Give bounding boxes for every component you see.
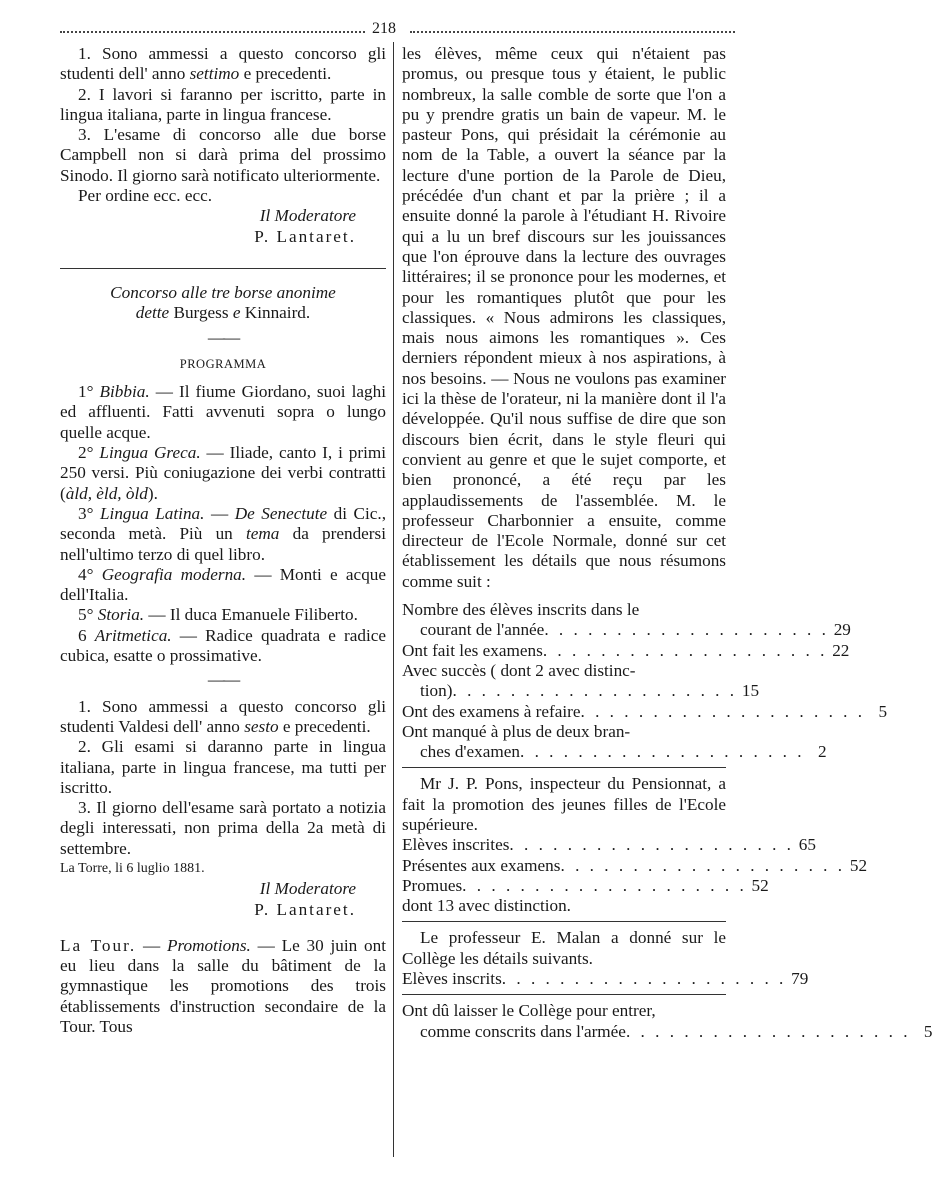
divider-dash-2: ——	[207, 670, 239, 690]
concorso-title-line2: dette Burgess e Kinnaird.	[135, 303, 311, 323]
stat-row: Promues . . . . . . . . . . . . . . . . . . . . 52	[402, 875, 769, 895]
moderator-title-2: Il Moderatore	[259, 879, 356, 899]
stats-rule-2	[402, 921, 726, 922]
stat-row: Elèves inscrits . . . . . . . . . . . . . . . . . . . . 79	[402, 969, 809, 989]
program-item-1: 1° Bibbia. — Il fiume Giordano, suoi laghi ed affluenti. Fatti avvenuti sopra o lungo quelle acque.	[60, 382, 386, 442]
program-item-3: 3° Lingua Latina. — De Senectute di Cic., seconda metà. Più un tema da prendersi nell'ultimo terzo di quel libro.	[60, 503, 386, 564]
left-column	[60, 44, 386, 1037]
page-header	[60, 16, 735, 42]
latour-paragraph: La Tour. — Promotions. — Le 30 juin ont eu lieu dans la salle du bâtiment de la gymnastique les promotions des trois établissements d'instruction secondaire de la Tour. Tous	[60, 935, 386, 1037]
program-item-5: 5° Storia. — Il duca Emanuele Filiberto.	[78, 605, 358, 625]
moderator-name: P. Lantaret.	[254, 226, 356, 246]
section-rule	[60, 268, 386, 269]
report-paragraph: les élèves, même ceux qui n'étaient pas promus, ou presque tous y étaient, le public nombreux, la salle comble de sorte que l'on a pu y prendre gratis un bain de vapeur. M. le pasteur Pons, qui présidait la cérémonie au nom de la Table, a ouvert la séance par la lecture d'une portion de la Parole de Dieu, précédée d'un chant et par la prière ; il a ensuite donné la parole à l'étudiant H. Rivoire qui a lu un bref discours sur les jouissances que l'on éprouve dans la lecture des ouvrages littéraires; il se prononce pour les modernes, et pour les romantiques plutôt que pour les classiques. « Nous admirons les classiques, mais nous aimons les romantiques ». Ces derniers répondent mieux à nos aspirations, à nos besoins. — Nous ne voulons pas examiner ici la thèse de l'orateur, ni la manière dont il l'a développée. Qu'il nous suffise de dire que son discours bien écrit, dans le style fleuri qui convient au genre et que le sujet comporte, et bien prononcé, a été reçu par les applaudissements de l'assemblée. M. le professeur Charbonnier a ensuite, comme directeur de l'Ecole Normale, donné sur cet établissement les détails que nous résumons comme suit :	[402, 44, 726, 591]
stat-row: Ont fait les examens . . . . . . . . . . . . . . . . . . . . 22	[402, 640, 850, 660]
concorso-title-line1: Concorso alle tre borse anonime	[110, 282, 336, 302]
stats-ecole-normale	[402, 600, 888, 762]
program-item-6: 6 Aritmetica. — Radice quadrata e radice cubica, esatte o prossimative.	[60, 625, 387, 666]
header-rule-right	[410, 31, 735, 33]
rule-3: 3. L'esame di concorso alle due borse Campbell non si darà prima del prossimo Sinodo. Il giorno sarà notificato ulteriormente.	[60, 125, 386, 185]
rule-2: 2. I lavori si faranno per iscritto, parte in lingua italiana, parte in lingua francese.	[60, 84, 386, 124]
stats-rule	[402, 767, 726, 768]
header-rule-left	[60, 31, 365, 33]
stat-row: Ont manqué à plus de deux bran- ches d'examen . . . . . . . . . . . . . . . . . . . . 2	[402, 721, 827, 762]
stats-rule-3	[402, 994, 726, 995]
page-number: 218	[372, 20, 396, 37]
programma-heading: PROGRAMMA	[179, 356, 267, 371]
stat-row: Ont dû laisser le Collège pour entrer, comme conscrits dans l'armée . . . . . . . . . . . . . . . . . . . . 5	[402, 1001, 933, 1041]
closing-line: Per ordine ecc. ecc.	[78, 186, 213, 206]
stat-note: dont 13 avec distinction.	[402, 896, 571, 916]
rule2-3: 3. Il giorno dell'esame sarà portato a notizia degli interessati, non prima della 2a metà di settembre.	[60, 798, 386, 858]
stat-row: Présentes aux examens . . . . . . . . . . . . . . . . . . . . 52	[402, 855, 868, 875]
stat-row: Elèves inscrites . . . . . . . . . . . . . . . . . . . . 65	[402, 835, 816, 855]
rule2-1: 1. Sono ammessi a questo concorso gli studenti Valdesi dell' anno sesto e precedenti.	[60, 696, 386, 736]
stat-row: Avec succès ( dont 2 avec distinc- tion) . . . . . . . . . . . . . . . . . . . . 15	[402, 660, 760, 701]
stats-pensionnat	[402, 835, 868, 916]
pensionnat-paragraph: Mr J. P. Pons, inspecteur du Pensionnat, a fait la promotion des jeunes filles de l'Ecole supérieure.	[402, 774, 726, 834]
moderator-title: Il Moderatore	[259, 206, 356, 226]
stat-row: Ont des examens à refaire . . . . . . . . . . . . . . . . . . . . 5	[402, 701, 888, 721]
moderator-name-2: P. Lantaret.	[254, 899, 356, 919]
stat-row: Nombre des élèves inscrits dans le courant de l'année . . . . . . . . . . . . . . . . . . . . 29	[402, 600, 851, 640]
program-item-4: 4° Geografia moderna. — Monti e acque dell'Italia.	[60, 564, 387, 605]
rule2-2: 2. Gli esami si daranno parte in lingua italiana, parte in lingua francese, ma tutti per iscritto.	[60, 737, 386, 797]
program-item-2: 2° Lingua Greca. — Iliade, canto I, i primi 250 versi. Più coniugazione dei verbi contratti (àld, èld, òld).	[60, 443, 386, 503]
dateline: La Torre, li 6 luglio 1881.	[60, 860, 205, 876]
college-paragraph: Le professeur E. Malan a donné sur le Collège les détails suivants.	[402, 928, 726, 968]
divider-dash: ——	[207, 327, 239, 347]
right-column	[402, 44, 933, 1042]
rule-1: 1. Sono ammessi a questo concorso gli studenti dell' anno settimo e precedenti.	[60, 44, 386, 84]
column-divider	[393, 42, 394, 1157]
